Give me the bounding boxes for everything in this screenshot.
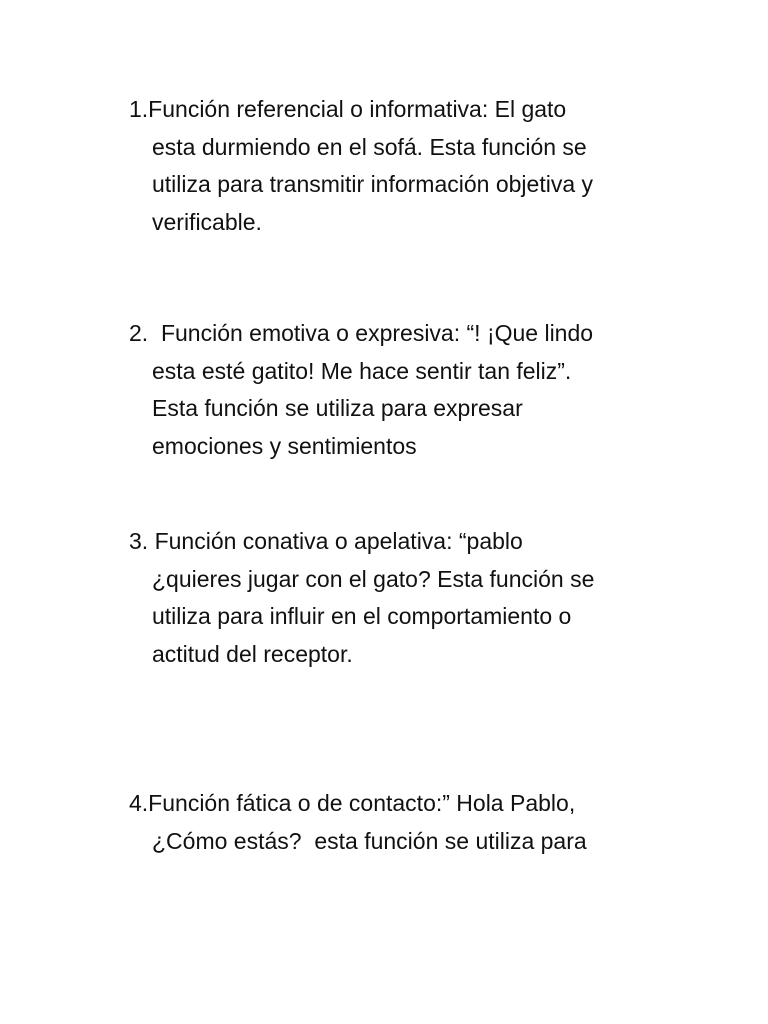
list-item-line: 3. Función conativa o apelativa: “pablo <box>129 528 523 554</box>
list-item-emotive-function <box>129 315 669 465</box>
list-item-phatic-function <box>129 785 669 860</box>
list-item-line: utiliza para influir en el comportamiento o <box>152 603 572 629</box>
list-item-line: esta durmiendo en el sofá. Esta función se <box>152 133 587 160</box>
list-item-referential-function <box>129 91 669 241</box>
list-item-line: utiliza para transmitir información objetiva y <box>152 171 594 197</box>
list-item-line: 4.Función fática o de contacto:” Hola Pablo, <box>129 790 576 816</box>
list-item-line: Esta función se utiliza para expresar <box>152 395 523 421</box>
list-item-line: 1.Función referencial o informativa: El gato <box>129 96 567 122</box>
list-item-line: esta esté gatito! Me hace sentir tan feliz”. <box>152 357 572 384</box>
list-item-line: ¿Cómo estás? esta función se utiliza para <box>152 827 587 854</box>
list-item-line: ¿quieres jugar con el gato? Esta función se <box>152 565 595 592</box>
list-item-line: 2. Función emotiva o expresiva: “! ¡Que lindo <box>129 320 594 346</box>
list-item-line: verificable. <box>152 208 262 235</box>
list-item-line: actitud del receptor. <box>152 640 353 667</box>
list-item-conative-function <box>129 523 669 673</box>
list-item-line: emociones y sentimientos <box>152 432 417 459</box>
